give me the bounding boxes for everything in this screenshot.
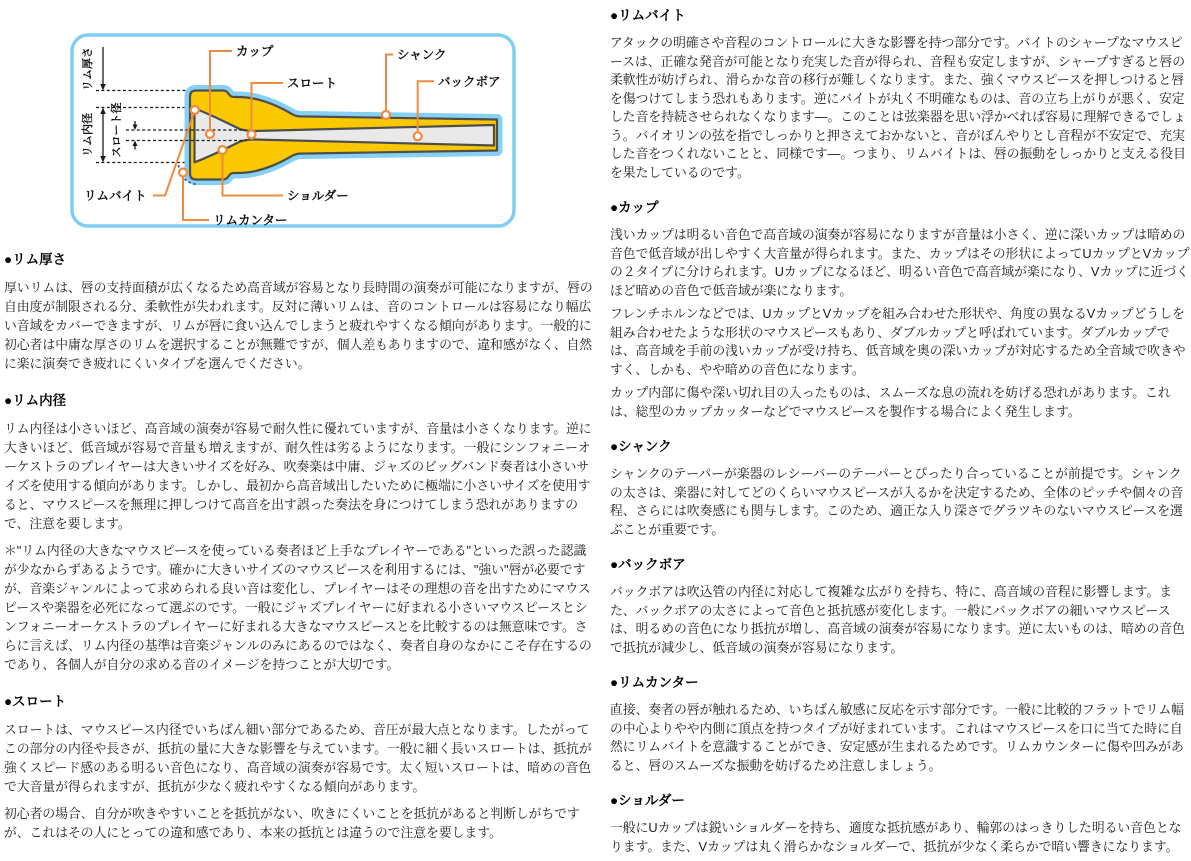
section-heading: ●スロート: [4, 694, 67, 709]
rim-thickness-label: リム厚さ: [82, 47, 94, 91]
right-column: [610, 0, 1191, 861]
throat-label: スロート: [287, 76, 338, 91]
section-rim-thickness: [4, 252, 596, 373]
section-throat: [4, 694, 596, 842]
rim-bite-label: リムバイト: [84, 189, 147, 203]
section-paragraph: シャンクのテーパーが楽器のレシーバーのテーパーとぴったり合っていることが前提です。シャンクの太さは、楽器に対してどのくらいマウスピースが入るかを決定するため、全体のピッチや個々の音程、さらには吹奏感にも関与します。このため、適正な入り深さでグラツキのないマウスピースを選ぶことが重要です。: [610, 466, 1184, 537]
section-paragraph: 浅いカップは明るい音色で高音域の演奏が容易になりますが音量は小さく、逆に深いカップは暗めの音色で低音域が出しやすく大音量が得られます。また、カップはその形状によってUカップとVカップの２タイプに分けられます。Uカップになるほど、明るい音色で高音域が楽になり、Vカップに近づくほど暗めの音色で低音域が楽になります。: [610, 227, 1190, 298]
section-paragraph: スロートは、マウスピース内径でいちばん細い部分であるため、音圧が最大点となります。したがってこの部分の内径や長さが、抵抗の量に大きな影響を与えています。一般に細く長いスロートは、抵抗が強くスピード感のある明るい音色になり、高音域の演奏が容易です。太く短いスロートは、暗めの音色で大音量が得られますが、抵抗が少なく疲れやすくなる傾向があります。: [4, 722, 592, 794]
rim-inner-diameter-label: リム内径: [82, 113, 94, 157]
section-heading: ●リムカンター: [610, 675, 699, 690]
left-column: [4, 0, 596, 850]
section-shank: [610, 439, 1191, 539]
section-paragraph: リム内径は小さいほど、高音域の演奏が容易で耐久性に優れていますが、音量は小さくなります。逆に大きいほど、低音域が容易で音量も増えますが、耐久性は劣るようになります。一般にシンフォニーオーケストラのプレイヤーは大きいサイズを好み、吹奏楽は中庸、ジャズのビッグバンド奏者は小さいサイズを使用する傾向があります。しかし、最初から高音域出したいために極端に小さいサイズを使用すると、マウスピースを無理に押しつけて高音を出す誤った奏法を身につけてしまう恐れがありますので、注意を要します。: [4, 421, 592, 531]
section-heading: ●リム内径: [4, 393, 67, 408]
section-paragraph: 厚いリムは、唇の支持面積が広くなるため高音域が容易となり長時間の演奏が可能になりますが、唇の自由度が制限される分、柔軟性が失われます。反対に薄いリムは、音のコントロールは容易になり幅広い音域をカバーできますが、リムが唇に食い込んでしまうと疲れやすくなる傾向があります。一般的に初心者は中庸な厚さのリムを選択することが無難ですが、個人差もありますので、違和感がなく、自然に楽に演奏でき疲れにくいタイプを選んでください。: [4, 280, 593, 371]
section-cup: [610, 200, 1191, 421]
section-paragraph: 直接、奏者の唇が触れるため、いちばん敏感に反応を示す部分です。一般に比較的フラットでリム幅の中心よりやや内側に頂点を持つタイプが好まれています。これはマウスピースを口に当てた時に自然にリムバイトを意識することができ、安定感が生まれるためです。リムカウンターに傷や凹みがあると、唇のスムーズな振動を妨げるため注意しましょう。: [610, 702, 1185, 773]
section-heading: ●リム厚さ: [4, 252, 67, 267]
section-rim-contour: [610, 675, 1191, 775]
mouthpiece-diagram: [70, 33, 516, 228]
throat-diameter-label: スロート径: [111, 102, 123, 158]
section-paragraph: ＊"リム内径の大きなマウスピースを使っている奏者ほど上手なプレイヤーである"といった誤った認識が少なからずあるようです。確かに大きいサイズのマウスピースを利用するには、"強い"唇が必要ですが、音楽ジャンルによって求められる良い音は変化し、プレイヤーはその理想の音を出すためにマウスピースや楽器を必死になって選ぶのです。一般にジャズプレイヤーに好まれる小さいマウスピースとシンフォニーオーケストラのプレイヤーに好まれる大きなマウスピースとを比較するのは無意味です。さらに言えば、リム内径の基準は音楽ジャンルのみにあるのではなく、奏者自身のなかにこそ存在するのであり、各個人が自分の求める音のイメージを持つことが大切です。: [4, 543, 592, 672]
shoulder-label: ショルダー: [287, 189, 349, 203]
section-paragraph: カップ内部に傷や深い切れ目の入ったものは、スムーズな息の流れを妨げる恐れがあります。これは、総型のカップカッターなどでマウスピースを製作する場合によく発生します。: [610, 385, 1171, 419]
section-backbore: [610, 557, 1191, 657]
section-heading: ●バックボア: [610, 557, 686, 572]
section-rim-bite: [610, 8, 1191, 182]
section-rim-inner-diameter: [4, 393, 596, 674]
section-shoulder: [610, 793, 1191, 856]
section-paragraph: アタックの明確さや音程のコントロールに大きな影響を持つ部分です。バイトのシャープなマウスピースは、正確な発音が可能となり充実した音が得られ、音程も安定しますが、シャープすぎると唇の柔軟性が妨げられ、滑らかな音の移行が難しくなります。また、強くマウスピースを押しつけると唇を傷つけてしまう恐れもあります。逆にバイトが丸く不明確なものは、音の立ち上がりが悪く、安定した音を持続させられなくなります―。このことは弦楽器を思い浮かべれば容易に理解できるでしょう。バイオリンの弦を指でしっかりと押さえておかないと、音がぼんやりとし音程が不安定で、充実した音をつくれないことと、同様です―。つまり、リムバイトは、唇の振動をしっかりと支える役目を果たしているのです。: [610, 35, 1186, 180]
shank-label: シャンク: [397, 48, 447, 62]
section-paragraph: 初心者の場合、自分が吹きやすいことを抵抗がない、吹きにくいことを抵抗があると判断しがちですが、これはその人にとっての違和感であり、本来の抵抗とは違うので注意を要します。: [4, 806, 580, 840]
section-heading: ●シャンク: [610, 439, 672, 454]
section-heading: ●ショルダー: [610, 793, 685, 808]
section-heading: ●リムバイト: [610, 8, 686, 23]
section-paragraph: 一般にUカップは鋭いショルダーを持ち、適度な抵抗感があり、輪郭のはっきりした明るい音色となります。また、Vカップは丸く滑らかなショルダーで、抵抗が少なく柔らかで暗い響きになります。: [610, 820, 1182, 854]
backbore-label: バックボア: [438, 74, 501, 89]
rim-contour-label: リムカンター: [213, 213, 288, 228]
section-paragraph: フレンチホルンなどでは、UカップとVカップを組み合わせた形状や、角度の異なるVカップどうしを組み合わせたような形状のマウスピースもあり、ダブルカップと呼ばれています。ダブルカップでは、高音域を手前の浅いカップが受け持ち、低音域を奥の深いカップが対応するため全音域で吹きやすく、しかも、やや暗めの音色になります。: [610, 306, 1186, 377]
section-heading: ●カップ: [610, 200, 659, 215]
section-paragraph: バックボアは吹込管の内径に対応して複雑な広がりを持ち、特に、高音域の音程に影響します。また、バックボアの太さによって音色と抵抗感が変化します。一般にバックボアの細いマウスピースは、明るめの音色になり抵抗が増し、高音域の演奏が容易になります。逆に太いものは、暗めの音色で抵抗が減少し、低音域の演奏が容易になります。: [610, 584, 1185, 655]
mouthpiece-diagram-svg: [70, 33, 516, 228]
cup-label: カップ: [236, 44, 274, 59]
